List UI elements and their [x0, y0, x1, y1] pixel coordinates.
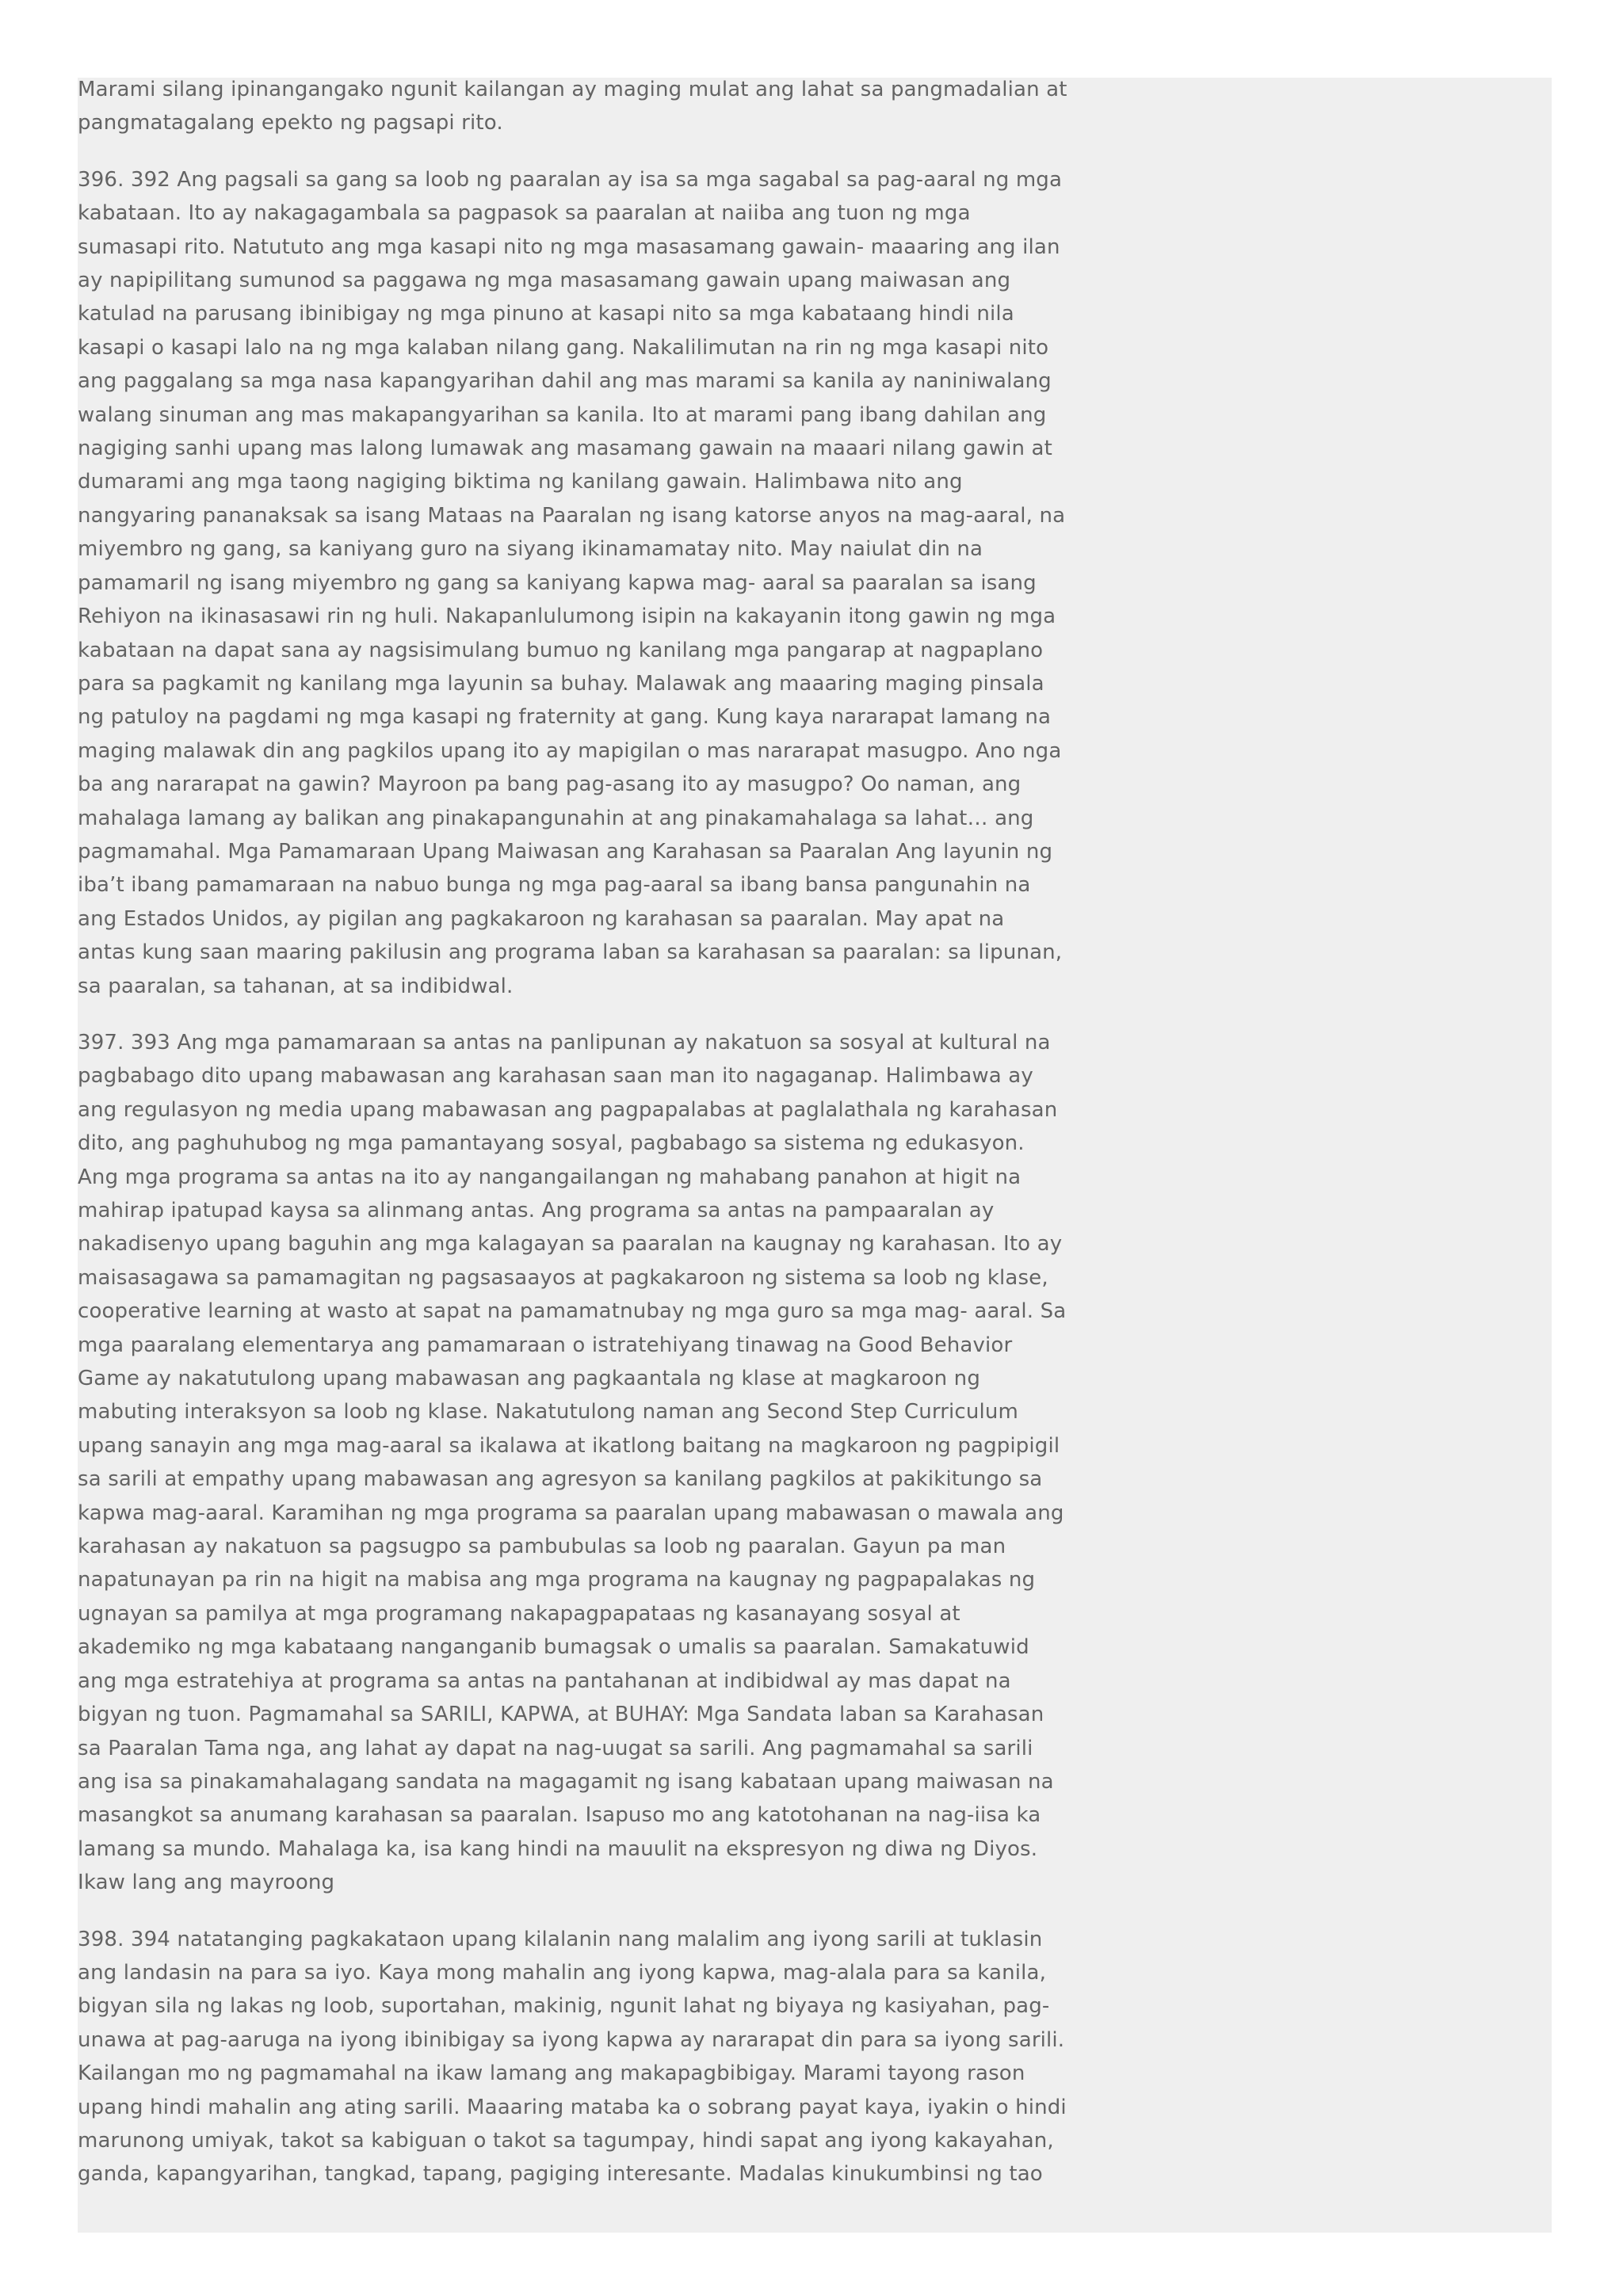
paragraph-396: 396. 392 Ang pagsali sa gang sa loob ng paaralan ay isa sa mga sagabal sa pag-aaral ng mga kabataan. Ito ay nakagagambala sa pagpasok sa paaralan at naiiba ang tuon ng mga sumasapi rito. Natututo ang mga kasapi nito ng mga masasamang gawain- maaaring ang ilan ay napipilitang sumunod sa paggawa ng mga masasamang gawain upang maiwasan ang katulad na parusang ibinibigay ng mga pinuno at kasapi nito sa mga kabataang hindi nila kasapi o kasapi lalo na ng mga kalaban nilang gang. Nakalilimutan na rin ng mga kasapi nito ang paggalang sa mga nasa kapangyarihan dahil ang mas marami sa kanila ay naniniwalang walang sinuman ang mas makapangyarihan sa kanila. Ito at marami pang ibang dahilan ang nagiging sanhi upang mas lalong lumawak ang masamang gawain na maaari nilang gawin at dumarami ang mga taong nagiging biktima ng kanilang gawain. Halimbawa nito ang nangyaring pananaksak sa isang Mataas na Paaralan ng isang katorse anyos na mag-aaral, na miyembro ng gang, sa kaniyang guro na siyang ikinamamatay nito. May naiulat din na pamamaril ng isang miyembro ng gang sa kaniyang kapwa mag- aaral sa paaralan sa isang Rehiyon na ikinasasawi rin ng huli. Nakapanlulumong isipin na kakayanin itong gawin ng mga kabataan na dapat sana ay nagsisimulang bumuo ng kanilang mga pangarap at nagpaplano para sa pagkamit ng kanilang mga layunin sa buhay. Malawak ang maaaring maging pinsala ng patuloy na pagdami ng mga kasapi ng fraternity at gang. Kung kaya nararapat lamang na maging malawak din ang pagkilos upang ito ay mapigilan o mas nararapat masugpo. Ano nga ba ang nararapat na gawin? Mayroon pa bang pag-asang ito ay masugpo? Oo naman, ang mahalaga lamang ay balikan ang pinakapangunahin at ang pinakamahalaga sa lahat… ang pagmamahal. Mga Pamamaraan Upang Maiwasan ang Karahasan sa Paaralan Ang layunin ng iba’t ibang pamamaraan na nabuo bunga ng mga pag-aaral sa ibang bansa pangunahin na ang Estados Unidos, ay pigilan ang pagkakaroon ng karahasan sa paaralan. May apat na antas kung saan maaring pakilusin ang programa laban sa karahasan sa paaralan: sa lipunan, sa paaralan, sa tahanan, at sa indibidwal. [78, 167, 1066, 998]
paragraph-398: 398. 394 natatanging pagkakataon upang kilalanin nang malalim ang iyong sarili at tuklasin ang landasin na para sa iyo. Kaya mong mahalin ang iyong kapwa, mag-alala para sa kanila, bigyan sila ng lakas ng loob, suportahan, makinig, ngunit lahat ng biyaya ng kasiyahan, pag-unawa at pag-aaruga na iyong ibinibigay sa iyong kapwa ay nararapat din para sa iyong sarili. Kailangan mo ng pagmamahal na ikaw lamang ang makapagbibigay. Marami tayong rason upang hindi mahalin ang ating sarili. Maaaring mataba ka o sobrang payat kaya, iyakin o hindi marunong umiyak, takot sa kabiguan o takot sa tagumpay, hindi sapat ang iyong kakayahan, ganda, kapangyarihan, tangkad, tapang, pagiging interesante. Madalas kinukumbinsi ng tao [78, 1927, 1067, 2187]
paragraph-397: 397. 393 Ang mga pamamaraan sa antas na panlipunan ay nakatuon sa sosyal at kultural na pagbabago dito upang mabawasan ang karahasan saan man ito nagaganap. Halimbawa ay ang regulasyon ng media upang mabawasan ang pagpapalabas at paglalathala ng karahasan dito, ang paghuhubog ng mga pamantayang sosyal, pagbabago sa sistema ng edukasyon. Ang mga programa sa antas na ito ay nangangailangan ng mahabang panahon at higit na mahirap ipatupad kaysa sa alinmang antas. Ang programa sa antas na pampaaralan ay nakadisenyo upang baguhin ang mga kalagayan sa paaralan na kaugnay ng karahasan. Ito ay maisasagawa sa pamamagitan ng pagsasaayos at pagkakaroon ng sistema sa loob ng klase, cooperative learning at wasto at sapat na pamamatnubay ng mga guro sa mga mag- aaral. Sa mga paaralang elementarya ang pamamaraan o istratehiyang tinawag na Good Behavior Game ay nakatutulong upang mabawasan ang pagkaantala ng klase at magkaroon ng mabuting interaksyon sa loob ng klase. Nakatutulong naman ang Second Step Curriculum upang sanayin ang mga mag-aaral sa ikalawa at ikatlong baitang na magkaroon ng pagpipigil sa sarili at empathy upang mabawasan ang agresyon sa kanilang pagkilos at pakikitungo sa kapwa mag-aaral. Karamihan ng mga programa sa paaralan upang mabawasan o mawala ang karahasan ay nakatuon sa pagsugpo sa pambubulas sa loob ng paaralan. Gayun pa man napatunayan pa rin na higit na mabisa ang mga programa na kaugnay ng pagpapalakas ng ugnayan sa pamilya at mga programang nakapagpapataas ng kasanayang sosyal at akademiko ng mga kabataang nanganganib bumagsak o umalis sa paaralan. Samakatuwid ang mga estratehiya at programa sa antas na pantahanan at indibidwal ay mas dapat na bigyan ng tuon. Pagmamahal sa SARILI, KAPWA, at BUHAY: Mga Sandata laban sa Karahasan sa Paaralan Tama nga, ang lahat ay dapat na nag-uugat sa sarili. Ang pagmamahal sa sarili ang isa sa pinakamahalagang sandata na magagamit ng isang kabataan upang maiwasan na masangkot sa anumang karahasan sa paaralan. Isapuso mo ang katotohanan na nag-iisa ka lamang sa mundo. Mahalaga ka, isa kang hindi na mauulit na ekspresyon ng diwa ng Diyos. Ikaw lang ang mayroong [78, 1030, 1067, 1895]
document-body [78, 73, 1068, 2214]
paragraph-intro: Marami silang ipinangangako ngunit kailangan ay maging mulat ang lahat sa pangmadalian at pangmatagalang epekto ng pagsapi rito. [78, 78, 1067, 135]
